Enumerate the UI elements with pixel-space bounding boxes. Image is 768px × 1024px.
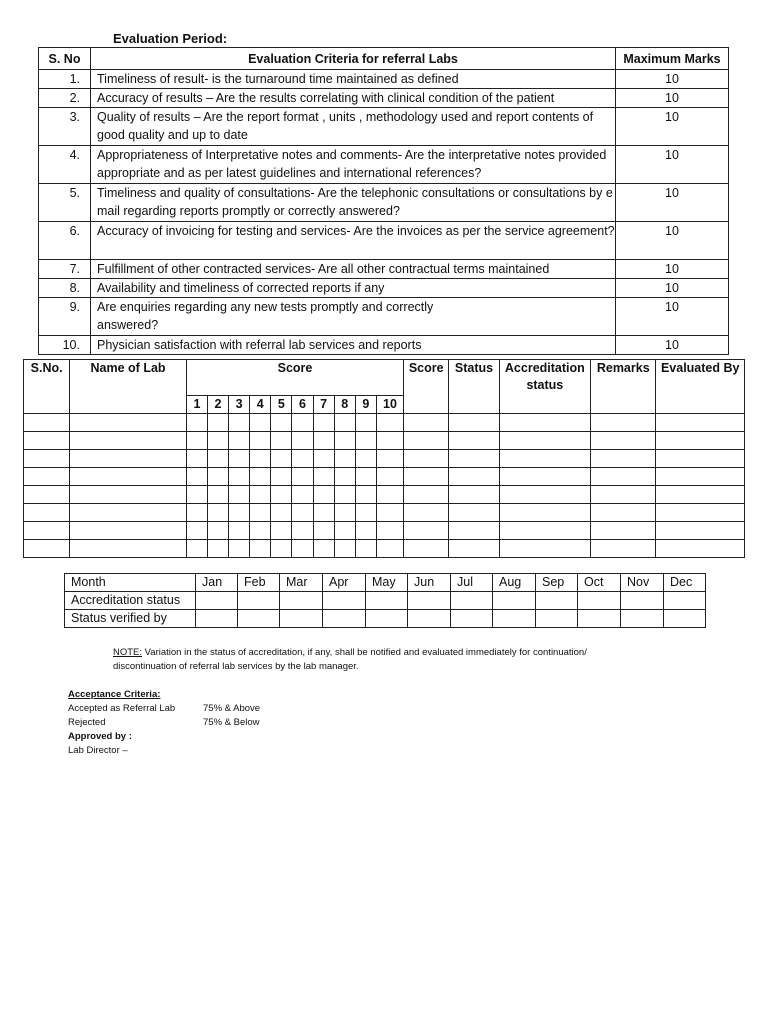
score-entry-cell[interactable] bbox=[656, 522, 745, 540]
month-cell: Dec bbox=[664, 574, 706, 592]
score-entry-cell[interactable] bbox=[499, 414, 590, 432]
criteria-table bbox=[38, 47, 729, 355]
criteria-marks: 10 bbox=[616, 336, 729, 355]
score-entry-cell[interactable] bbox=[271, 486, 292, 504]
score-entry-cell[interactable] bbox=[24, 468, 70, 486]
score-entry-cell[interactable] bbox=[250, 486, 271, 504]
score-entry-cell[interactable] bbox=[449, 504, 499, 522]
score-entry-row bbox=[24, 486, 745, 504]
month-cell: Sep bbox=[536, 574, 578, 592]
criteria-text: Accuracy of results – Are the results correlating with clinical condition of the patient bbox=[91, 89, 616, 108]
criteria-row bbox=[39, 336, 729, 355]
entry-cell[interactable] bbox=[280, 592, 323, 610]
score-entry-cell[interactable] bbox=[376, 414, 403, 432]
score-entry-cell[interactable] bbox=[376, 450, 403, 468]
score-entry-cell[interactable] bbox=[207, 540, 228, 558]
score-entry-cell[interactable] bbox=[591, 432, 656, 450]
score-entry-cell[interactable] bbox=[656, 414, 745, 432]
score-header-status: Status bbox=[449, 360, 499, 414]
score-header-group: Score bbox=[186, 360, 403, 396]
month-cell: Jul bbox=[451, 574, 493, 592]
entry-cell[interactable] bbox=[536, 610, 578, 628]
entry-cell[interactable] bbox=[238, 610, 280, 628]
score-entry-cell[interactable] bbox=[292, 504, 313, 522]
entry-cell[interactable] bbox=[621, 592, 664, 610]
acceptance-title: Acceptance Criteria: bbox=[68, 689, 161, 700]
rejected-label: Rejected bbox=[68, 717, 106, 728]
criteria-text: Quality of results – Are the report format , units , methodology used and report contents of good quality and up to date bbox=[91, 108, 616, 146]
score-entry-cell[interactable] bbox=[449, 450, 499, 468]
score-entry-cell[interactable] bbox=[404, 540, 449, 558]
criteria-row bbox=[39, 89, 729, 108]
score-entry-cell[interactable] bbox=[499, 504, 590, 522]
score-entry-cell[interactable] bbox=[656, 432, 745, 450]
score-entry-cell[interactable] bbox=[449, 522, 499, 540]
entry-cell[interactable] bbox=[664, 592, 706, 610]
score-entry-cell[interactable] bbox=[404, 468, 449, 486]
month-cell: Oct bbox=[578, 574, 621, 592]
accreditation-status-row bbox=[65, 592, 706, 610]
score-entry-cell[interactable] bbox=[591, 540, 656, 558]
score-table bbox=[23, 359, 745, 558]
score-entry-cell[interactable] bbox=[334, 432, 355, 450]
entry-cell[interactable] bbox=[451, 592, 493, 610]
score-entry-cell[interactable] bbox=[355, 540, 376, 558]
score-entry-row bbox=[24, 414, 745, 432]
criteria-no: 8. bbox=[39, 279, 91, 298]
score-entry-row bbox=[24, 468, 745, 486]
score-entry-cell[interactable] bbox=[24, 504, 70, 522]
entry-cell[interactable] bbox=[536, 592, 578, 610]
score-entry-cell[interactable] bbox=[250, 468, 271, 486]
score-entry-cell[interactable] bbox=[271, 540, 292, 558]
score-entry-cell[interactable] bbox=[449, 486, 499, 504]
score-entry-cell[interactable] bbox=[24, 486, 70, 504]
score-entry-cell[interactable] bbox=[449, 432, 499, 450]
score-entry-cell[interactable] bbox=[355, 450, 376, 468]
score-entry-row bbox=[24, 504, 745, 522]
score-entry-cell[interactable] bbox=[449, 414, 499, 432]
score-entry-cell[interactable] bbox=[186, 414, 207, 432]
note bbox=[113, 646, 587, 674]
score-entry-cell[interactable] bbox=[376, 432, 403, 450]
score-entry-cell[interactable] bbox=[313, 432, 334, 450]
criteria-no: 6. bbox=[39, 222, 91, 260]
score-entry-cell[interactable] bbox=[250, 504, 271, 522]
entry-cell[interactable] bbox=[578, 592, 621, 610]
score-entry-cell[interactable] bbox=[207, 432, 228, 450]
score-entry-cell[interactable] bbox=[334, 522, 355, 540]
entry-cell[interactable] bbox=[196, 592, 238, 610]
score-header-score: Score bbox=[404, 360, 449, 414]
score-entry-cell[interactable] bbox=[355, 486, 376, 504]
criteria-no: 7. bbox=[39, 260, 91, 279]
entry-cell[interactable] bbox=[451, 610, 493, 628]
score-entry-cell[interactable] bbox=[313, 450, 334, 468]
score-entry-cell[interactable] bbox=[292, 522, 313, 540]
score-entry-cell[interactable] bbox=[186, 486, 207, 504]
criteria-row bbox=[39, 260, 729, 279]
score-entry-cell[interactable] bbox=[207, 522, 228, 540]
score-col-1: 1 bbox=[186, 396, 207, 414]
criteria-row bbox=[39, 184, 729, 222]
criteria-text: Physician satisfaction with referral lab services and reports bbox=[91, 336, 616, 355]
score-entry-cell[interactable] bbox=[499, 522, 590, 540]
score-entry-cell[interactable] bbox=[250, 522, 271, 540]
entry-cell[interactable] bbox=[238, 592, 280, 610]
score-entry-cell[interactable] bbox=[271, 504, 292, 522]
score-entry-cell[interactable] bbox=[24, 540, 70, 558]
score-entry-cell[interactable] bbox=[70, 540, 187, 558]
criteria-no: 10. bbox=[39, 336, 91, 355]
score-entry-cell[interactable] bbox=[656, 540, 745, 558]
score-entry-cell[interactable] bbox=[313, 540, 334, 558]
criteria-no: 1. bbox=[39, 70, 91, 89]
score-entry-cell[interactable] bbox=[404, 504, 449, 522]
score-entry-cell[interactable] bbox=[229, 540, 250, 558]
score-entry-cell[interactable] bbox=[70, 522, 187, 540]
score-col-7: 7 bbox=[313, 396, 334, 414]
criteria-header-criteria: Evaluation Criteria for referral Labs bbox=[91, 48, 616, 70]
entry-cell[interactable] bbox=[408, 610, 451, 628]
criteria-marks: 10 bbox=[616, 260, 729, 279]
score-entry-cell[interactable] bbox=[376, 504, 403, 522]
score-entry-cell[interactable] bbox=[24, 522, 70, 540]
score-entry-cell[interactable] bbox=[591, 486, 656, 504]
rejected-value: 75% & Below bbox=[203, 717, 260, 728]
score-entry-cell[interactable] bbox=[313, 414, 334, 432]
accreditation-status-label: Accreditation status bbox=[65, 592, 196, 610]
score-entry-cell[interactable] bbox=[250, 432, 271, 450]
score-entry-cell[interactable] bbox=[292, 468, 313, 486]
score-entry-cell[interactable] bbox=[313, 522, 334, 540]
criteria-marks: 10 bbox=[616, 184, 729, 222]
score-entry-cell[interactable] bbox=[70, 468, 187, 486]
score-entry-cell[interactable] bbox=[334, 504, 355, 522]
criteria-no: 9. bbox=[39, 298, 91, 336]
score-entry-cell[interactable] bbox=[334, 468, 355, 486]
entry-cell[interactable] bbox=[493, 592, 536, 610]
score-entry-cell[interactable] bbox=[449, 540, 499, 558]
score-entry-cell[interactable] bbox=[591, 522, 656, 540]
score-entry-cell[interactable] bbox=[250, 450, 271, 468]
score-entry-cell[interactable] bbox=[229, 504, 250, 522]
score-entry-cell[interactable] bbox=[207, 468, 228, 486]
score-entry-cell[interactable] bbox=[207, 486, 228, 504]
entry-cell[interactable] bbox=[664, 610, 706, 628]
score-header-sno: S.No. bbox=[24, 360, 70, 414]
score-entry-cell[interactable] bbox=[499, 468, 590, 486]
score-entry-cell[interactable] bbox=[24, 432, 70, 450]
month-cell: May bbox=[366, 574, 408, 592]
criteria-text: Accuracy of invoicing for testing and services- Are the invoices as per the service agreement? bbox=[91, 222, 616, 260]
score-entry-cell[interactable] bbox=[656, 450, 745, 468]
score-col-4: 4 bbox=[250, 396, 271, 414]
score-header-name: Name of Lab bbox=[70, 360, 187, 414]
score-entry-cell[interactable] bbox=[70, 414, 187, 432]
score-entry-cell[interactable] bbox=[186, 504, 207, 522]
score-entry-cell[interactable] bbox=[70, 504, 187, 522]
criteria-marks: 10 bbox=[616, 89, 729, 108]
entry-cell[interactable] bbox=[196, 610, 238, 628]
score-entry-cell[interactable] bbox=[229, 486, 250, 504]
criteria-marks: 10 bbox=[616, 298, 729, 336]
score-entry-cell[interactable] bbox=[376, 486, 403, 504]
score-entry-cell[interactable] bbox=[292, 540, 313, 558]
score-col-5: 5 bbox=[271, 396, 292, 414]
criteria-no: 3. bbox=[39, 108, 91, 146]
score-entry-cell[interactable] bbox=[313, 504, 334, 522]
score-entry-cell[interactable] bbox=[499, 540, 590, 558]
score-entry-cell[interactable] bbox=[250, 414, 271, 432]
score-entry-cell[interactable] bbox=[334, 450, 355, 468]
score-entry-cell[interactable] bbox=[355, 468, 376, 486]
score-entry-cell[interactable] bbox=[207, 450, 228, 468]
month-cell: Aug bbox=[493, 574, 536, 592]
criteria-header-sno: S. No bbox=[39, 48, 91, 70]
score-entry-cell[interactable] bbox=[355, 504, 376, 522]
score-entry-cell[interactable] bbox=[24, 450, 70, 468]
score-entry-cell[interactable] bbox=[292, 486, 313, 504]
score-entry-cell[interactable] bbox=[656, 486, 745, 504]
score-entry-cell[interactable] bbox=[186, 522, 207, 540]
score-entry-cell[interactable] bbox=[70, 432, 187, 450]
score-entry-cell[interactable] bbox=[334, 540, 355, 558]
criteria-no: 4. bbox=[39, 146, 91, 184]
score-entry-cell[interactable] bbox=[499, 432, 590, 450]
score-entry-cell[interactable] bbox=[376, 522, 403, 540]
accepted-label: Accepted as Referral Lab bbox=[68, 703, 176, 714]
status-verified-label: Status verified by bbox=[65, 610, 196, 628]
score-entry-row bbox=[24, 450, 745, 468]
month-cell: Jan bbox=[196, 574, 238, 592]
score-col-2: 2 bbox=[207, 396, 228, 414]
score-entry-cell[interactable] bbox=[313, 468, 334, 486]
score-entry-cell[interactable] bbox=[404, 486, 449, 504]
score-entry-cell[interactable] bbox=[404, 432, 449, 450]
entry-cell[interactable] bbox=[366, 592, 408, 610]
criteria-marks: 10 bbox=[616, 146, 729, 184]
score-entry-cell[interactable] bbox=[499, 486, 590, 504]
score-col-9: 9 bbox=[355, 396, 376, 414]
score-entry-cell[interactable] bbox=[313, 486, 334, 504]
score-header-remarks: Remarks bbox=[591, 360, 656, 414]
month-cell: Jun bbox=[408, 574, 451, 592]
status-verified-row bbox=[65, 610, 706, 628]
criteria-text: Appropriateness of Interpretative notes and comments- Are the interpretative notes provided appropriate and as per latest guidelines and international references? bbox=[91, 146, 616, 184]
score-entry-cell[interactable] bbox=[186, 540, 207, 558]
lab-director-label: Lab Director – bbox=[68, 745, 128, 756]
score-entry-cell[interactable] bbox=[271, 414, 292, 432]
score-entry-cell[interactable] bbox=[499, 450, 590, 468]
score-entry-cell[interactable] bbox=[207, 414, 228, 432]
score-entry-cell[interactable] bbox=[404, 414, 449, 432]
score-header-evaluated-by: Evaluated By bbox=[656, 360, 745, 414]
score-entry-cell[interactable] bbox=[250, 540, 271, 558]
score-entry-cell[interactable] bbox=[591, 468, 656, 486]
month-table bbox=[64, 573, 706, 628]
score-entry-cell[interactable] bbox=[376, 540, 403, 558]
criteria-marks: 10 bbox=[616, 70, 729, 89]
entry-cell[interactable] bbox=[323, 592, 366, 610]
note-label: NOTE: bbox=[113, 647, 143, 658]
accepted-value: 75% & Above bbox=[203, 703, 261, 714]
score-entry-cell[interactable] bbox=[334, 414, 355, 432]
criteria-no: 5. bbox=[39, 184, 91, 222]
criteria-row bbox=[39, 70, 729, 89]
entry-cell[interactable] bbox=[621, 610, 664, 628]
score-entry-cell[interactable] bbox=[271, 450, 292, 468]
score-entry-row bbox=[24, 540, 745, 558]
entry-cell[interactable] bbox=[366, 610, 408, 628]
score-entry-cell[interactable] bbox=[591, 450, 656, 468]
score-col-6: 6 bbox=[292, 396, 313, 414]
criteria-text: Timeliness and quality of consultations- Are the telephonic consultations or consultations by e mail regarding reports promptly or correctly answered? bbox=[91, 184, 616, 222]
criteria-header-marks: Maximum Marks bbox=[616, 48, 729, 70]
month-row bbox=[65, 574, 706, 592]
criteria-text: Timeliness of result- is the turnaround time maintained as defined bbox=[91, 70, 616, 89]
score-entry-cell[interactable] bbox=[229, 468, 250, 486]
score-col-10: 10 bbox=[376, 396, 403, 414]
score-entry-cell[interactable] bbox=[355, 414, 376, 432]
score-entry-cell[interactable] bbox=[70, 486, 187, 504]
score-entry-cell[interactable] bbox=[355, 432, 376, 450]
month-cell: Feb bbox=[238, 574, 280, 592]
score-entry-cell[interactable] bbox=[271, 468, 292, 486]
score-entry-row bbox=[24, 432, 745, 450]
month-cell: Mar bbox=[280, 574, 323, 592]
criteria-row bbox=[39, 222, 729, 260]
score-col-3: 3 bbox=[229, 396, 250, 414]
month-label: Month bbox=[65, 574, 196, 592]
entry-cell[interactable] bbox=[578, 610, 621, 628]
score-entry-cell[interactable] bbox=[591, 414, 656, 432]
month-cell: Apr bbox=[323, 574, 366, 592]
criteria-row bbox=[39, 108, 729, 146]
score-header-accreditation: Accreditation status bbox=[499, 360, 590, 414]
entry-cell[interactable] bbox=[280, 610, 323, 628]
criteria-marks: 10 bbox=[616, 108, 729, 146]
score-entry-cell[interactable] bbox=[271, 522, 292, 540]
criteria-marks: 10 bbox=[616, 222, 729, 260]
criteria-row bbox=[39, 146, 729, 184]
score-entry-cell[interactable] bbox=[292, 432, 313, 450]
score-entry-cell[interactable] bbox=[229, 432, 250, 450]
entry-cell[interactable] bbox=[323, 610, 366, 628]
criteria-row bbox=[39, 298, 729, 336]
score-entry-cell[interactable] bbox=[355, 522, 376, 540]
score-entry-cell[interactable] bbox=[656, 468, 745, 486]
criteria-text: Availability and timeliness of corrected reports if any bbox=[91, 279, 616, 298]
score-entry-cell[interactable] bbox=[334, 486, 355, 504]
criteria-no: 2. bbox=[39, 89, 91, 108]
score-entry-row bbox=[24, 522, 745, 540]
score-entry-cell[interactable] bbox=[449, 468, 499, 486]
evaluation-period-label: Evaluation Period: bbox=[113, 31, 228, 46]
entry-cell[interactable] bbox=[408, 592, 451, 610]
entry-cell[interactable] bbox=[493, 610, 536, 628]
criteria-row bbox=[39, 279, 729, 298]
score-entry-cell[interactable] bbox=[229, 450, 250, 468]
criteria-text: Fulfillment of other contracted services- Are all other contractual terms maintained bbox=[91, 260, 616, 279]
score-entry-cell[interactable] bbox=[292, 450, 313, 468]
score-entry-cell[interactable] bbox=[207, 504, 228, 522]
note-line1: Variation in the status of accreditation, if any, shall be notified and evaluated immediately for continuation/ bbox=[142, 647, 587, 658]
score-entry-cell[interactable] bbox=[24, 414, 70, 432]
score-entry-cell[interactable] bbox=[404, 450, 449, 468]
score-entry-cell[interactable] bbox=[186, 468, 207, 486]
criteria-text: Are enquiries regarding any new tests promptly and correctly answered? bbox=[91, 298, 616, 336]
score-col-8: 8 bbox=[334, 396, 355, 414]
score-entry-cell[interactable] bbox=[186, 432, 207, 450]
approved-by-label: Approved by : bbox=[68, 731, 132, 742]
score-entry-cell[interactable] bbox=[229, 414, 250, 432]
month-cell: Nov bbox=[621, 574, 664, 592]
score-entry-cell[interactable] bbox=[656, 504, 745, 522]
score-entry-cell[interactable] bbox=[229, 522, 250, 540]
note-line2: discontinuation of referral lab services by the lab manager. bbox=[113, 661, 359, 672]
score-entry-cell[interactable] bbox=[404, 522, 449, 540]
score-entry-cell[interactable] bbox=[376, 468, 403, 486]
score-entry-cell[interactable] bbox=[292, 414, 313, 432]
score-entry-cell[interactable] bbox=[70, 450, 187, 468]
score-entry-cell[interactable] bbox=[591, 504, 656, 522]
criteria-marks: 10 bbox=[616, 279, 729, 298]
score-entry-cell[interactable] bbox=[186, 450, 207, 468]
score-entry-cell[interactable] bbox=[271, 432, 292, 450]
